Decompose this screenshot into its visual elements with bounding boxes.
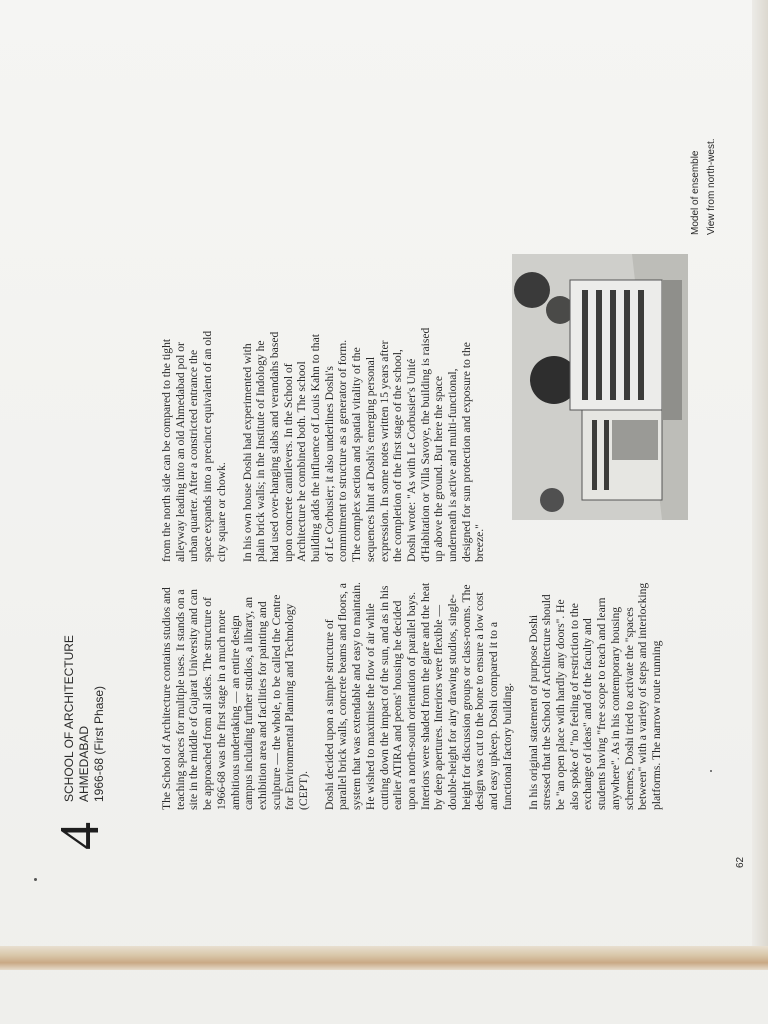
caption-line-2: View from north-west.: [706, 138, 717, 235]
paragraph: from the north side can be compared to the tight alleyway leading into an old Ahmedabad pol or urban quarter. After a constricted entrance the space expands into a precinct equivalent of an old city square or chowk.: [160, 330, 228, 562]
text-column-right: [160, 326, 499, 562]
chapter-title-line-1: SCHOOL OF ARCHITECTURE: [62, 635, 76, 802]
paragraph: The School of Architecture contains studios and teaching spaces for multiple uses. It stands on a site in the middle of Gujarat University and can be approached from all sides. The structure of 1966-68 was the first stage in a much more ambitious undertaking — an entire design campus including further studios, a library, an exhibition area and facilities for painting and sculpture — the whole, to be called the Centre for Environmental Planning and Technology (CEPT).: [160, 587, 311, 810]
paragraph: Doshi decided upon a simple structure of parallel brick walls, concrete beams and floors, a system that was extendable and easy to maintain. He wished to maximise the flow of air while cutting down the impact of the sun, and as in his earlier ATIRA and peons' housing he decided upon a north-south orientation of parallel bays. Interiors were shaded from the glare and the heat by deep apertures. Interiors were flexible — double-height for airy drawing studios, single-height for discussion groups or class-rooms. The design was cut to the bone to ensure a low cost and easy upkeep. Doshi compared it to a functional factory building.: [322, 582, 514, 810]
model-photograph: [512, 254, 688, 520]
photo-caption: [688, 35, 720, 235]
page-number: 62: [735, 856, 746, 868]
caption-line-1: Model of ensemble: [690, 150, 701, 235]
page-edge-bottom: [0, 946, 768, 970]
chapter-title-line-3: 1966-68 (First Phase): [92, 685, 106, 802]
chapter-title: [62, 635, 107, 802]
dust-speck: [34, 878, 37, 881]
dust-speck: [710, 770, 712, 772]
model-image: [512, 254, 688, 520]
paragraph: In his original statement of purpose Doshi stressed that the School of Architecture should be "an open place with hardly any doors". He also spoke of "no feeling of restriction to the exchange of ideas" and of the faculty and students having "free scope to teach and learn anywhere". As in his contemporary housing schemes, Doshi tried to activate the "spaces between" with a variety of steps and interlocking platforms. The narrow route running: [526, 582, 663, 810]
paragraph: In his own house Doshi had experimented with plain brick walls; in the Institute of Indology he had used over-hanging slabs and verandahs based upon concrete cantilevers. In the School of Architecture he combined both. The school building adds the influence of Louis Kahn to that of Le Corbusier; it also underlines Doshi's commitment to structure as a generator of form. The complex section and spatial vitality of the sequences hint at Doshi's emerging personal expression. In some notes written 15 years after the completion of the first stage of the school, Doshi wrote: "As with Le Corbusier's Unité d'Habitation or Villa Savoye, the building is raised up above the ground. But here the space underneath is active and multi-functional, designed for sun protection and exposure to the breeze.": [240, 327, 487, 562]
text-column-left: [160, 582, 676, 810]
chapter-number: 4: [49, 822, 111, 850]
chapter-title-line-2: AHMEDABAD: [77, 725, 91, 802]
